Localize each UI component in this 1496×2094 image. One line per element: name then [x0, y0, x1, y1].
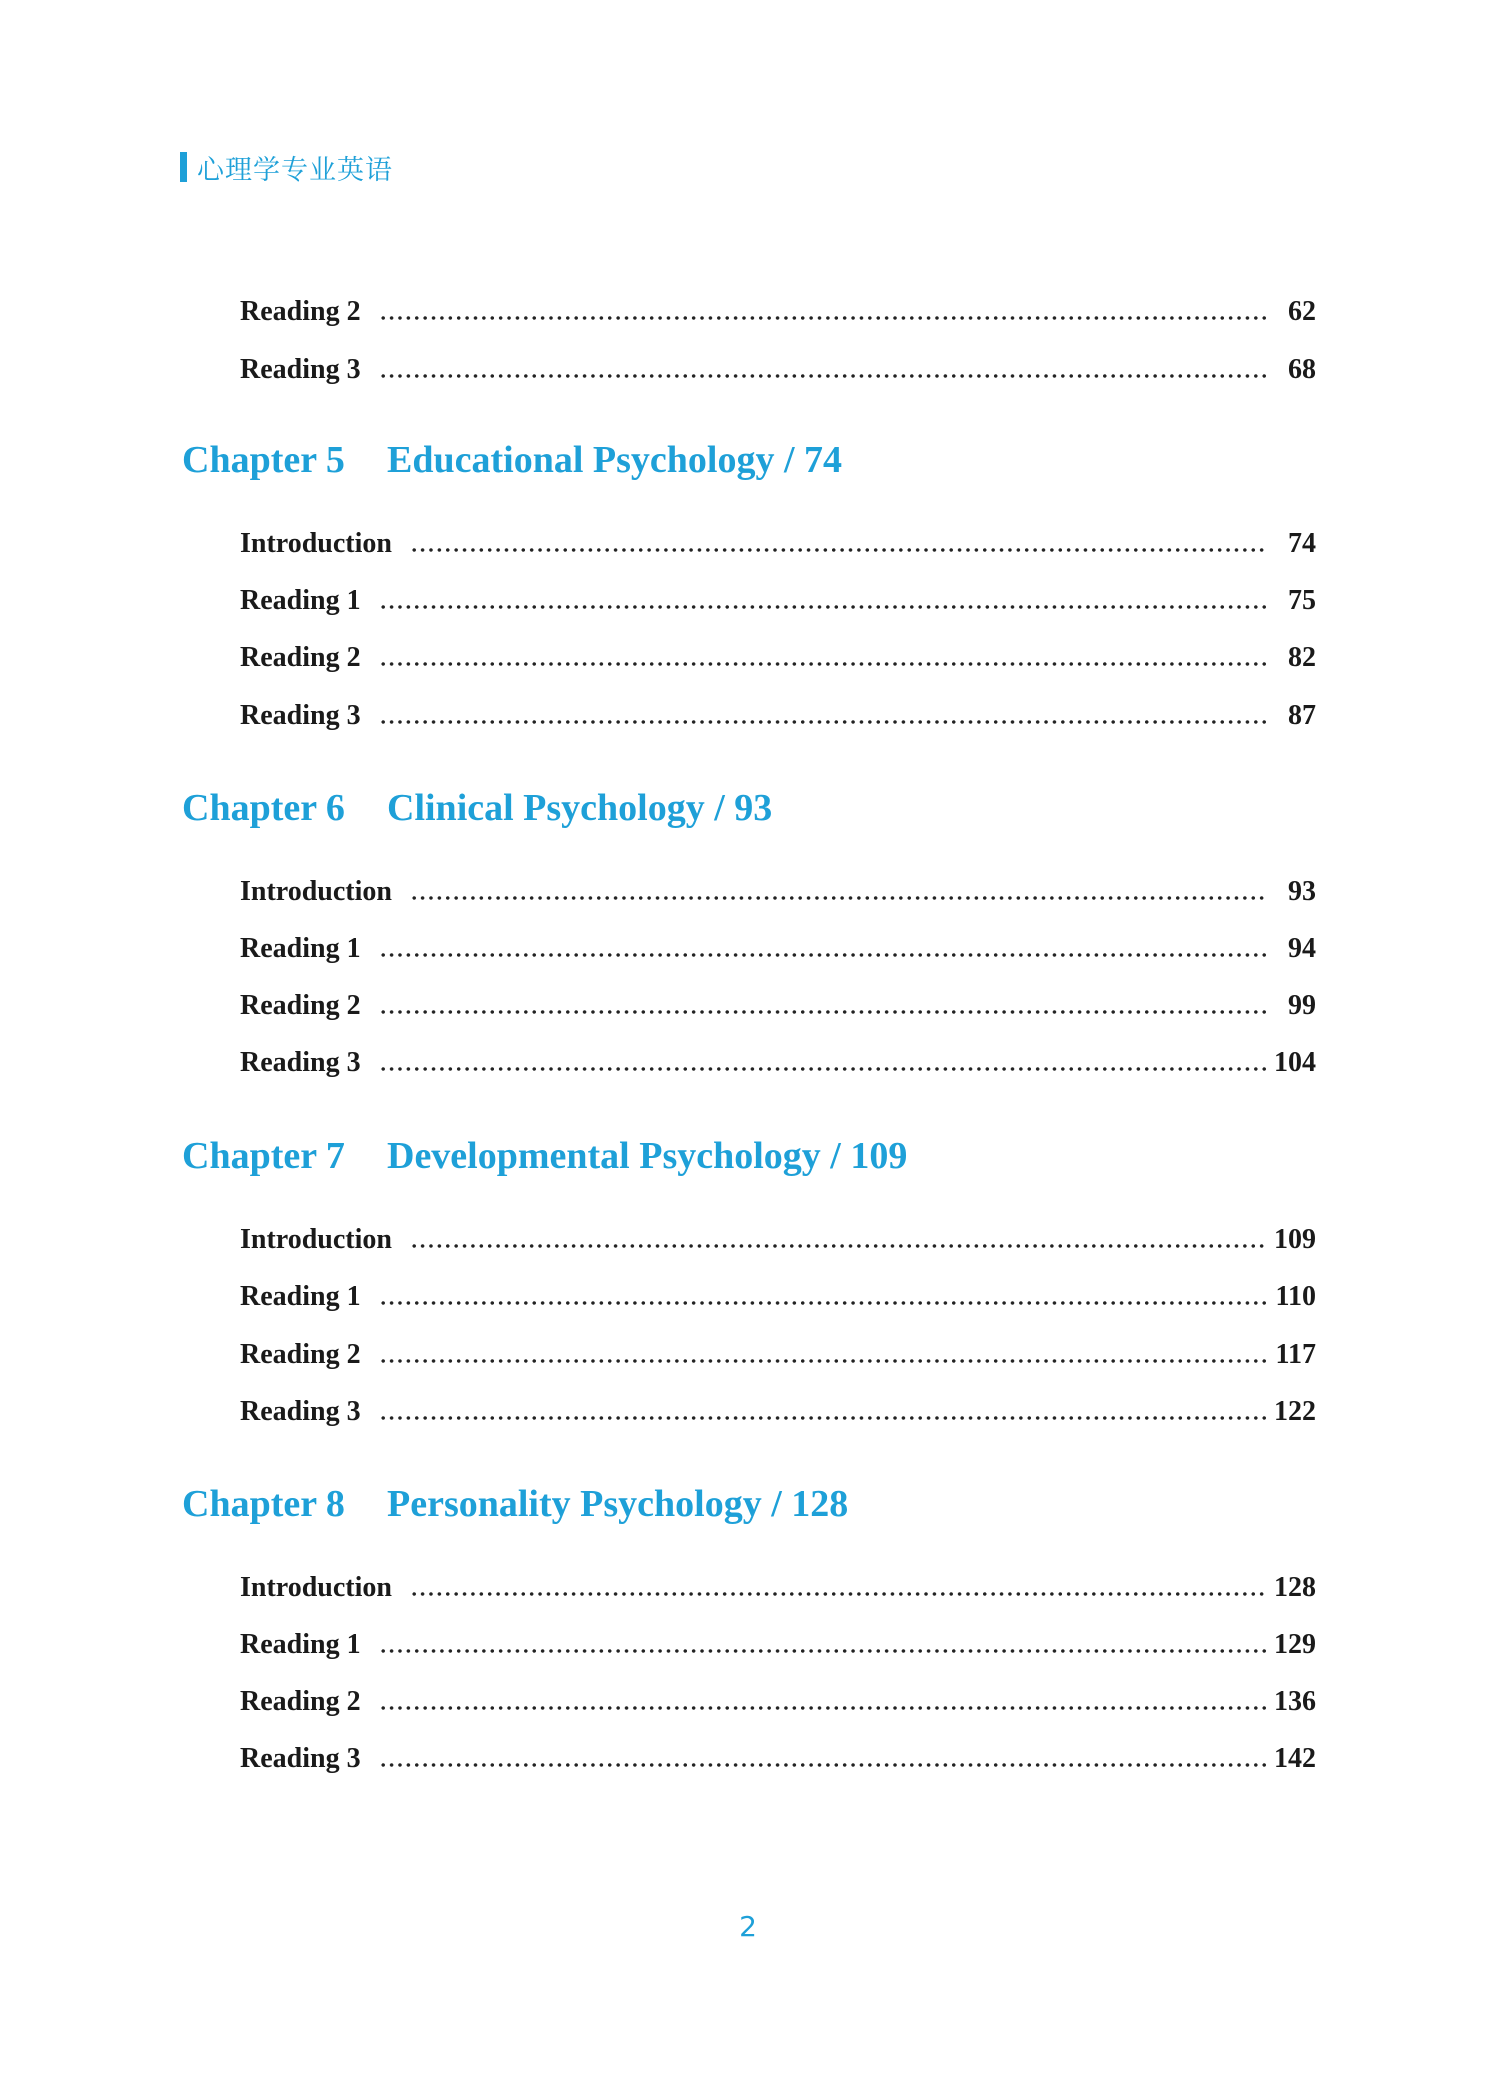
toc-entry[interactable]: [240, 876, 1316, 916]
chapter-heading[interactable]: [182, 1134, 907, 1184]
dot-leader: [379, 662, 1268, 666]
dot-leader: [410, 896, 1268, 900]
toc-entry-label: Reading 3: [240, 1743, 361, 1774]
toc-entry-label: Reading 3: [240, 700, 361, 731]
dot-leader: [379, 1010, 1268, 1014]
chapter-number: Chapter 5: [182, 439, 345, 481]
dot-leader: [379, 953, 1268, 957]
toc-entry-page: 109: [1274, 1224, 1316, 1255]
toc-entry-page: 110: [1275, 1281, 1316, 1312]
dot-leader: [379, 1301, 1268, 1305]
dot-leader: [379, 374, 1268, 378]
toc-entry-page: 117: [1275, 1339, 1316, 1370]
toc-entry[interactable]: [240, 1339, 1316, 1379]
toc-entry-page: 104: [1274, 1047, 1316, 1078]
running-header: [180, 150, 393, 184]
chapter-heading[interactable]: [182, 1482, 848, 1532]
toc-entry-page: 94: [1288, 933, 1316, 964]
chapter-number: Chapter 7: [182, 1135, 345, 1177]
toc-entry[interactable]: [240, 642, 1316, 682]
toc-entry[interactable]: [240, 1281, 1316, 1321]
toc-entry-label: Reading 1: [240, 585, 361, 616]
toc-entry[interactable]: [240, 296, 1316, 336]
toc-entry-page: 62: [1288, 296, 1316, 327]
toc-entry[interactable]: [240, 1224, 1316, 1264]
toc-entry-label: Reading 2: [240, 990, 361, 1021]
toc-entry[interactable]: [240, 1686, 1316, 1726]
toc-entry-label: Introduction: [240, 876, 392, 907]
toc-entry-page: 122: [1274, 1396, 1316, 1427]
toc-entry[interactable]: [240, 585, 1316, 625]
toc-entry-label: Introduction: [240, 1572, 392, 1603]
header-accent-bar: [180, 152, 187, 182]
dot-leader: [379, 720, 1268, 724]
toc-entry[interactable]: [240, 1572, 1316, 1612]
dot-leader: [410, 1592, 1268, 1596]
chapter-title: Educational Psychology / 74: [387, 439, 842, 481]
toc-entry-label: Reading 2: [240, 1339, 361, 1370]
toc-entry-label: Reading 2: [240, 1686, 361, 1717]
toc-entry-label: Introduction: [240, 1224, 392, 1255]
chapter-number: Chapter 8: [182, 1483, 345, 1525]
dot-leader: [410, 548, 1268, 552]
toc-entry-label: Reading 1: [240, 933, 361, 964]
page-number: 2: [739, 1910, 757, 1943]
toc-entry[interactable]: [240, 990, 1316, 1030]
toc-entry-page: 99: [1288, 990, 1316, 1021]
toc-entry-page: 75: [1288, 585, 1316, 616]
toc-entry[interactable]: [240, 354, 1316, 394]
dot-leader: [379, 1706, 1268, 1710]
toc-entry-page: 93: [1288, 876, 1316, 907]
chapter-heading[interactable]: [182, 786, 772, 836]
toc-entry[interactable]: [240, 700, 1316, 740]
toc-entry[interactable]: [240, 1629, 1316, 1669]
dot-leader: [379, 1359, 1268, 1363]
dot-leader: [379, 316, 1268, 320]
toc-entry-label: Reading 1: [240, 1281, 361, 1312]
toc-entry-label: Reading 3: [240, 1396, 361, 1427]
dot-leader: [410, 1244, 1268, 1248]
toc-entry[interactable]: [240, 1396, 1316, 1436]
dot-leader: [379, 605, 1268, 609]
dot-leader: [379, 1416, 1268, 1420]
dot-leader: [379, 1067, 1268, 1071]
book-title: 心理学专业英语: [197, 154, 393, 186]
chapter-number: Chapter 6: [182, 787, 345, 829]
toc-entry-page: 82: [1288, 642, 1316, 673]
toc-entry-label: Reading 2: [240, 642, 361, 673]
toc-entry[interactable]: [240, 1047, 1316, 1087]
toc-entry-page: 142: [1274, 1743, 1316, 1774]
toc-entry-label: Reading 2: [240, 296, 361, 327]
toc-entry-page: 129: [1274, 1629, 1316, 1660]
toc-entry-label: Reading 1: [240, 1629, 361, 1660]
toc-entry-label: Introduction: [240, 528, 392, 559]
toc-entry[interactable]: [240, 1743, 1316, 1783]
toc-entry-label: Reading 3: [240, 354, 361, 385]
toc-entry-page: 136: [1274, 1686, 1316, 1717]
toc-entry-page: 128: [1274, 1572, 1316, 1603]
toc-entry[interactable]: [240, 933, 1316, 973]
toc-entry-page: 68: [1288, 354, 1316, 385]
toc-entry-page: 87: [1288, 700, 1316, 731]
toc-entry[interactable]: [240, 528, 1316, 568]
toc-entry-label: Reading 3: [240, 1047, 361, 1078]
toc-entry-page: 74: [1288, 528, 1316, 559]
chapter-title: Developmental Psychology / 109: [387, 1135, 908, 1177]
chapter-heading[interactable]: [182, 438, 842, 488]
dot-leader: [379, 1649, 1268, 1653]
dot-leader: [379, 1763, 1268, 1767]
chapter-title: Personality Psychology / 128: [387, 1483, 849, 1525]
chapter-title: Clinical Psychology / 93: [387, 787, 773, 829]
